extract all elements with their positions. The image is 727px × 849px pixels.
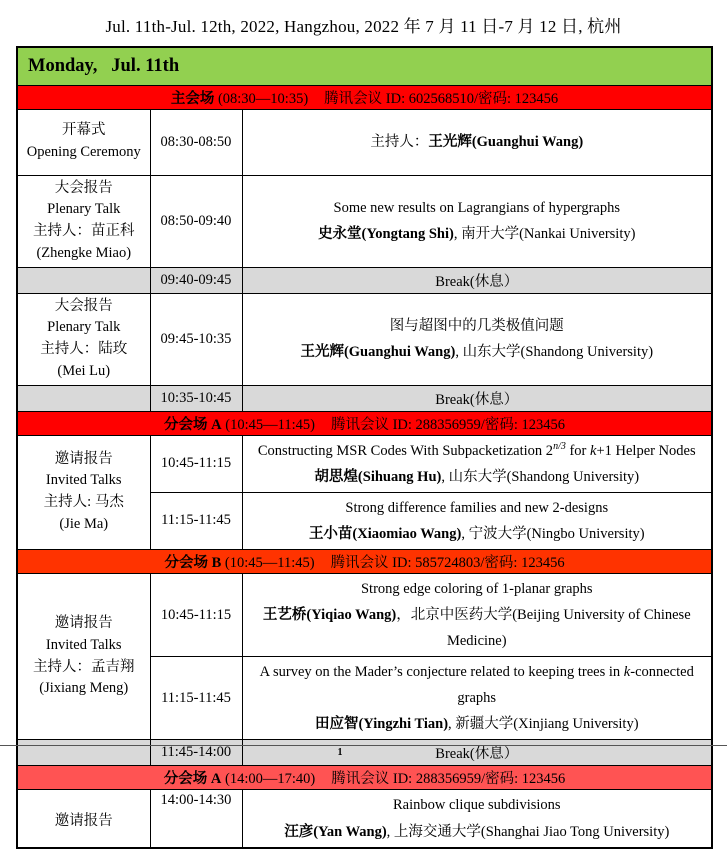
session-time-range: (10:45—11:45) <box>221 554 315 571</box>
session-bar-a1 <box>17 411 712 435</box>
break-label: Break(休息） <box>242 267 712 293</box>
row-break-1 <box>17 267 712 293</box>
time-cell: 11:15-11:45 <box>150 492 242 549</box>
schedule-table <box>16 46 713 849</box>
session-bar-b-cell <box>17 549 712 573</box>
row-invited-a2-talk-1 <box>17 790 712 848</box>
time-cell: 09:45-10:35 <box>150 293 242 385</box>
empty-cell <box>17 267 150 293</box>
row-opening-ceremony <box>17 109 712 175</box>
row-plenary-talk-1 <box>17 175 712 267</box>
category-cell: 开幕式 Opening Ceremony <box>17 109 150 175</box>
session-name: 主会场 <box>170 90 215 107</box>
break-label: Break(休息） <box>242 740 712 766</box>
category-cell: 邀请报告 <box>17 790 150 848</box>
content-cell: Strong difference families and new 2-designs 王小苗(Xiaomiao Wang), 宁波大学(Ningbo University) <box>242 492 712 549</box>
time-cell: 11:45-14:00 <box>150 740 242 766</box>
category-cell: 大会报告 Plenary Talk 主持人：陆玫 (Mei Lu) <box>17 293 150 385</box>
empty-cell <box>17 385 150 411</box>
time-cell: 08:30-08:50 <box>150 109 242 175</box>
session-time-range: (08:30—10:35) <box>214 90 309 107</box>
session-bar-a2-cell <box>17 766 712 790</box>
time-cell: 10:45-11:15 <box>150 573 242 656</box>
session-name: 分会场 B <box>164 554 222 571</box>
session-time-range: (10:45—11:45) <box>221 416 315 433</box>
content-cell: A survey on the Mader’s conjecture related to keeping trees in k-connected graphs 田应智(Yingzhi Tian), 新疆大学(Xinjiang University) <box>242 657 712 740</box>
session-bar-b <box>17 549 712 573</box>
content-cell: Constructing MSR Codes With Subpacketization $2^{n/3}$ for k+1 Helper Nodes 胡思煌(Sihuang Hu), 山东大学(Shandong University) <box>242 435 712 492</box>
session-bar-main <box>17 85 712 109</box>
time-cell: 14:00-14:30 <box>150 790 242 848</box>
session-bar-a2 <box>17 766 712 790</box>
row-plenary-talk-2 <box>17 293 712 385</box>
session-time-range: (14:00—17:40) <box>221 771 316 788</box>
content-cell: 主持人：王光辉(Guanghui Wang) <box>242 109 712 175</box>
meeting-id: 腾讯会议 ID: 288356959/密码: 123456 <box>331 771 566 788</box>
page-number: 1 <box>337 747 343 758</box>
content-cell: Rainbow clique subdivisions 汪彦(Yan Wang), 上海交通大学(Shanghai Jiao Tong University) <box>242 790 712 848</box>
time-cell: 10:45-11:15 <box>150 435 242 492</box>
session-name: 分会场 A <box>164 416 222 433</box>
row-invited-a-talk-1 <box>17 435 712 492</box>
session-bar-main-cell <box>17 85 712 109</box>
page-footer-divider <box>0 745 727 746</box>
category-cell: 邀请报告 Invited Talks 主持人: 马杰 (Jie Ma) <box>17 435 150 549</box>
content-cell: 图与超图中的几类极值问题 王光辉(Guanghui Wang), 山东大学(Shandong University) <box>242 293 712 385</box>
meeting-id: 腾讯会议 ID: 585724803/密码: 123456 <box>330 554 565 571</box>
session-name: 分会场 A <box>163 771 222 788</box>
time-cell: 08:50-09:40 <box>150 175 242 267</box>
session-bar-a1-cell <box>17 411 712 435</box>
break-label: Break(休息） <box>242 385 712 411</box>
row-break-2 <box>17 385 712 411</box>
meeting-id: 腾讯会议 ID: 288356959/密码: 123456 <box>330 416 565 433</box>
document-title: Jul. 11th-Jul. 12th, 2022, Hangzhou, 2022 年 7 月 11 日-7 月 12 日, 杭州 <box>105 17 622 36</box>
content-cell: Strong edge coloring of 1-planar graphs 王艺桥(Yiqiao Wang)，北京中医药大学(Beijing University of Chinese Medicine) <box>242 573 712 656</box>
time-cell: 09:40-09:45 <box>150 267 242 293</box>
day-header-row <box>17 47 712 85</box>
time-cell: 10:35-10:45 <box>150 385 242 411</box>
category-cell: 大会报告 Plenary Talk 主持人：苗正科 (Zhengke Miao) <box>17 175 150 267</box>
row-invited-b-talk-1 <box>17 573 712 656</box>
category-cell: 邀请报告 Invited Talks 主持人：孟吉翔 (Jixiang Meng) <box>17 573 150 740</box>
meeting-id: 腾讯会议 ID: 602568510/密码: 123456 <box>324 90 559 107</box>
content-cell: Some new results on Lagrangians of hypergraphs 史永堂(Yongtang Shi), 南开大学(Nankai University) <box>242 175 712 267</box>
time-cell: 11:15-11:45 <box>150 657 242 740</box>
day-header: Monday, Jul. 11th <box>17 47 712 85</box>
